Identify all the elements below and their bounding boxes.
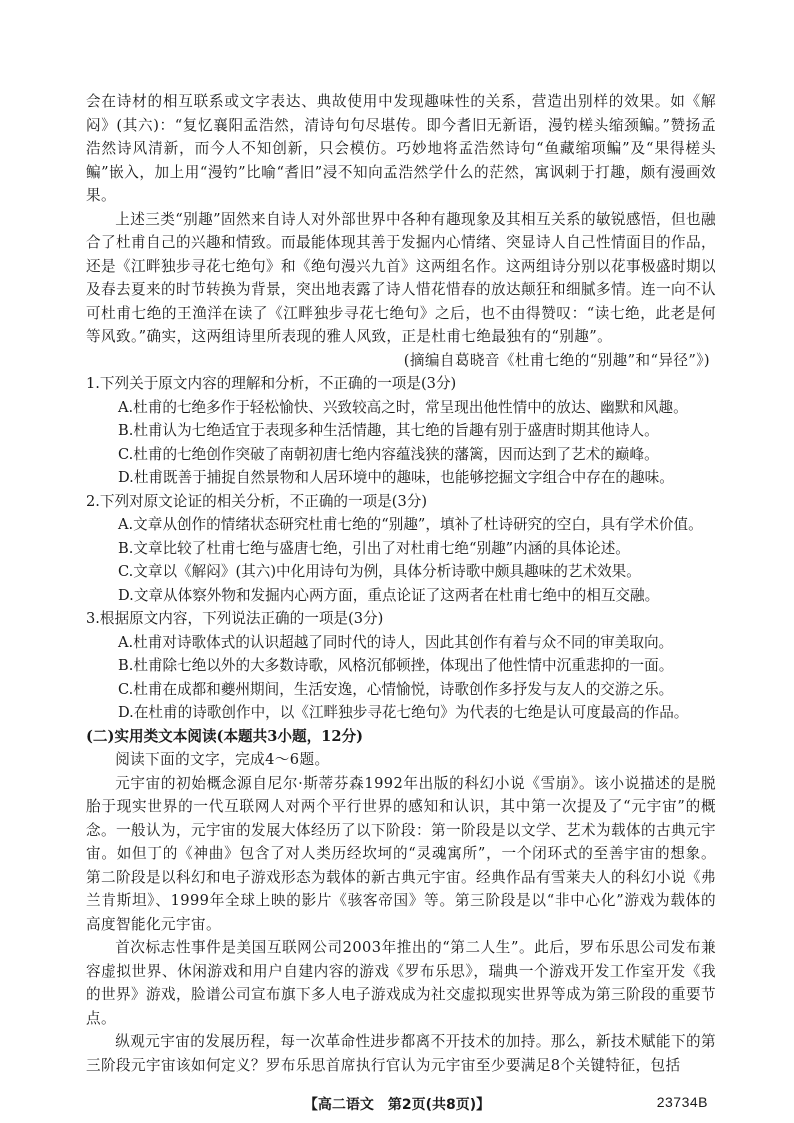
question-2-option-d: D.文章从体察外物和发掘内心两方面，重点论证了这两者在杜甫七绝中的相互交融。 [118,586,660,604]
question-1 [86,372,716,490]
passage1-paragraph-b: 上述三类“别趣”固然来自诗人对外部世界中各种有趣现象及其相互关系的敏锐感悟，但也融合了杜甫自己的兴趣和情致。而最能体现其善于发掘内心情绪、突显诗人自己性情面目的作品，还是《江畔独步寻花七绝句》和《绝句漫兴九首》这两组名作。这两组诗分别以花事极盛时期以及春去夏来的时节转换为背景，突出地表露了诗人惜花惜春的放达颠狂和细腻多情。连一向不认可杜甫七绝的王渔洋在读了《江畔独步寻花七绝句》之后，也不由得赞叹：“读七绝，此老是何等风致。”确实，这两组诗里所表现的雅人风致，正是杜甫七绝最独有的“别趣”。 [86,210,716,345]
question-1-option-a: A.杜甫的七绝多作于轻松愉快、兴致较高之时，常呈现出他性情中的放达、幽默和风趣。 [118,398,688,416]
footer-exam-code: 23734B [656,1094,708,1110]
passage1-source: (摘编自葛晓音《杜甫七绝的“别趣”和“异径”》) [403,351,710,369]
question-3-option-a: A.杜甫对诗歌体式的认识超越了同时代的诗人，因此其创作有着与众不同的审美取向。 [118,633,674,651]
question-3-option-d: D.在杜甫的诗歌创作中，以《江畔独步寻花七绝句》为代表的七绝是认可度最高的作品。 [118,704,689,721]
question-3 [86,607,716,725]
section-2-instruction: 阅读下面的文字，完成4～6题。 [115,751,330,768]
footer-page-info: 【高二语文 第2页(共8页)】 [303,1097,491,1113]
question-3-stem: 3.根据原文内容，下列说法正确的一项是(3分) [86,610,384,627]
question-1-option-b: B.杜甫认为七绝适宜于表现多种生活情趣，其七绝的旨趣有别于盛唐时期其他诗人。 [118,422,659,439]
question-1-stem: 1.下列关于原文内容的理解和分析，不正确的一项是(3分) [86,375,457,392]
question-3-option-b: B.杜甫除七绝以外的大多数诗歌，风格沉郁顿挫，体现出了他性情中沉重悲抑的一面。 [118,657,674,674]
question-1-option-c: C.杜甫的七绝创作突破了南朝初唐七绝内容蕴浅狭的藩篱，因而达到了艺术的巅峰。 [118,445,659,463]
passage2-paragraph-2: 首次标志性事件是美国互联网公司2003年推出的“第二人生”。此后，罗布乐思公司发布兼容虚拟世界、休闲游戏和用户自建内容的游戏《罗布乐思》，瑞典一个游戏开发工作室开发《我的世界》游戏，脸谱公司宣布旗下多人电子游戏成为社交虚拟现实世界等成为第三阶段的重要节点。 [86,939,716,1027]
question-2-stem: 2.下列对原文论证的相关分析，不正确的一项是(3分) [86,492,428,510]
section-2-heading: (二)实用类文本阅读(本题共3小题，12分) [86,727,363,745]
passage2-paragraph-1: 元宇宙的初始概念源自尼尔·斯蒂芬森1992年出版的科幻小说《雪崩》。该小说描述的是脱胎于现实世界的一代互联网人对两个平行世界的感知和认识，其中第一次提及了“元宇宙”的概念。一般认为，元宇宙的发展大体经历了以下阶段：第一阶段是以文学、艺术为载体的古典元宇宙。如但丁的《神曲》包含了对人类历经坎坷的“灵魂寓所”，一个闭环式的至善宇宙的想象。第二阶段是以科幻和电子游戏形态为载体的新古典元宇宙。经典作品有雪莱夫人的科幻小说《弗兰肯斯坦》、1999年全球上映的影片《骇客帝国》等。第三阶段是以“非中心化”游戏为载体的高度智能化元宇宙。 [86,774,716,933]
question-2 [86,490,716,608]
question-1-option-d: D.杜甫既善于捕捉自然景物和人居环境中的趣味，也能够挖掘文字组合中存在的趣味。 [118,469,674,486]
question-2-option-a: A.文章从创作的情绪状态研究杜甫七绝的“别趣”，填补了杜诗研究的空白，具有学术价值。 [118,516,703,533]
text-column [86,90,716,1077]
question-3-option-c: C.杜甫在成都和夔州期间，生活安逸，心情愉悦，诗歌创作多抒发与友人的交游之乐。 [118,680,674,698]
question-2-option-c: C.文章以《解闷》(其六)中化用诗句为例，具体分析诗歌中颇具趣味的艺术效果。 [118,563,641,580]
passage2-paragraph-3: 纵观元宇宙的发展历程，每一次革命性进步都离不开技术的加持。那么，新技术赋能下的第三阶段元宇宙该如何定义？罗布乐思首席执行官认为元宇宙至少要满足8个关键特征，包括 [86,1033,716,1074]
page-footer [0,1094,794,1114]
passage1-paragraph-a: 会在诗材的相互联系或文字表达、典故使用中发现趣味性的关系，营造出别样的效果。如《解闷》(其六)：“复忆襄阳孟浩然，清诗句句尽堪传。即今耆旧无新语，漫钓槎头缩颈鳊。”赞扬孟浩然诗风清新，而今人不知创新，只会模仿。巧妙地将孟浩然诗句“鱼藏缩项鳊”及“果得槎头鳊”嵌入，加上用“漫钓”比喻“耆旧”浸不知向孟浩然学什么的茫然，寓讽刺于打趣，颇有漫画效果。 [86,93,716,204]
question-2-option-b: B.文章比较了杜甫七绝与盛唐七绝，引出了对杜甫七绝“别趣”内涵的具体论述。 [118,539,630,557]
